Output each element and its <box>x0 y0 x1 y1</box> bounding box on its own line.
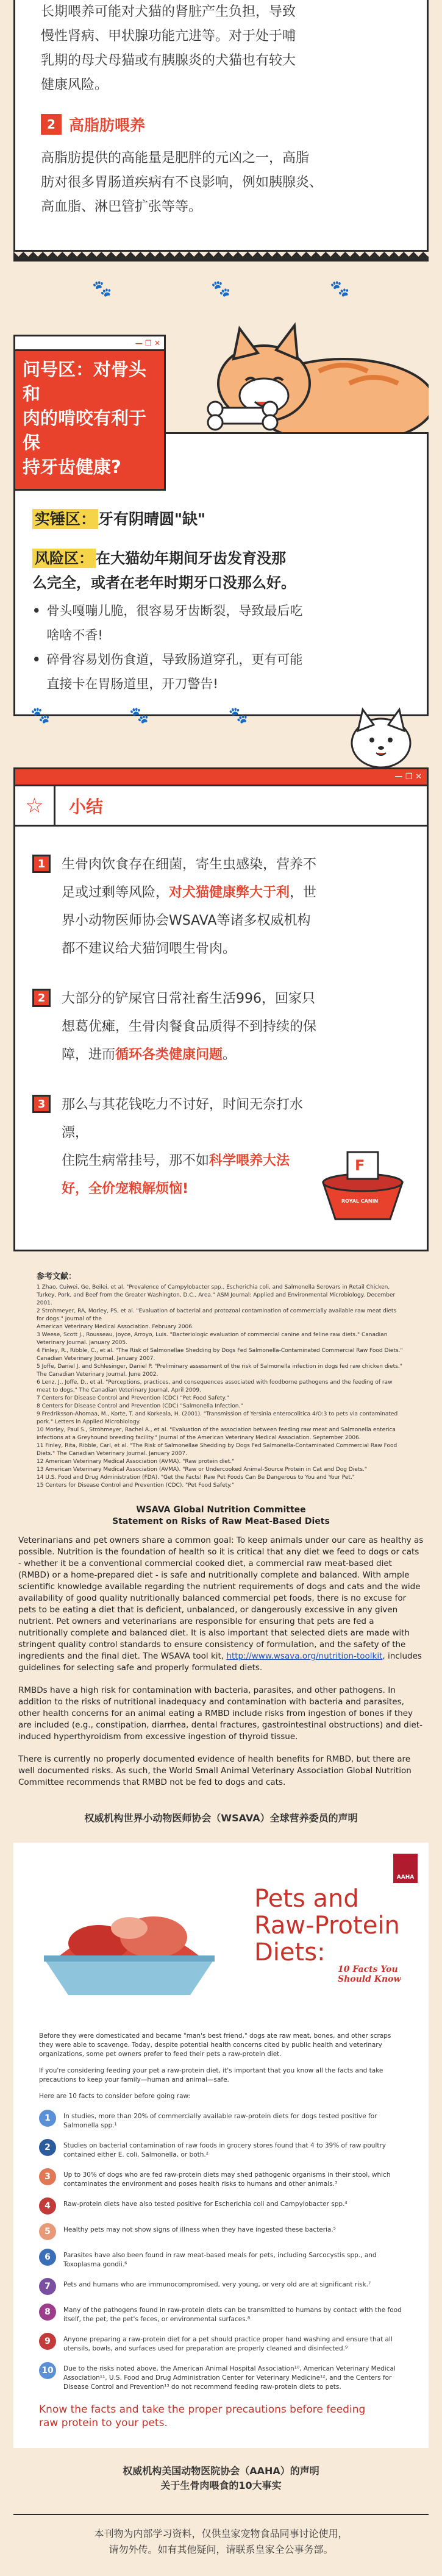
paw-icon: 🐾 <box>30 706 51 725</box>
star-icon: ☆ <box>15 786 55 826</box>
summary-item-number: 2 <box>32 989 51 1007</box>
summary-emphasis: 科学喂养大法好， <box>62 1153 290 1197</box>
risk-bullet-text <box>46 599 302 647</box>
aaha-fact <box>39 2139 403 2160</box>
summary-text-part: 界小动物医师协会WSAVA等诸多权威机构 <box>62 913 311 928</box>
aaha-fact-text: Up to 30% of dogs who are fed raw-protein diets may shed pathogenic organisms in their stool, which contaminates the environment and poses health risks to humans and other animals.³ <box>63 2171 391 2188</box>
food-bowl-illustration <box>317 1146 408 1225</box>
summary-card <box>13 767 429 1251</box>
aaha-fact-number: 3 <box>39 2168 56 2185</box>
summary-text-part: 想葛优瘫，生骨肉餐食品质得不到持续的保 <box>62 1019 317 1034</box>
reference-entry: 2 Strohmeyer, RA, Morley, PS, et al. "Evaluation of bacterial and protozoal contamination of commercially available raw meat diets for dogs." Journal of the <box>37 1308 397 1322</box>
dog-illustration <box>344 706 418 767</box>
section-2-line: 高脂肪提供的高能量是肥胖的元凶之一，高脂 <box>41 151 310 166</box>
section-2-text <box>41 146 401 219</box>
window-controls[interactable]: — ❐ ✕ <box>135 338 160 347</box>
section-2-line: 高血脂、淋巴管扩张等等。 <box>41 199 202 215</box>
aaha-fact-text: Raw-protein diets have also tested positive for Escherichia coli and Campylobacter spp.⁴ <box>63 2201 348 2208</box>
aaha-fact-number: 2 <box>39 2139 56 2156</box>
references <box>37 1270 405 1490</box>
risk-zone <box>32 546 410 595</box>
summary-item-text <box>62 851 316 963</box>
references-heading: 参考文献： <box>37 1272 77 1281</box>
risk-bullet-text <box>46 647 302 696</box>
intro-line: 长期喂养可能对犬猫的肾脏产生负担，导致 <box>41 4 296 20</box>
safe-zone <box>32 507 410 529</box>
aaha-fact <box>39 2249 403 2269</box>
summary-title: 小结 <box>69 796 104 817</box>
wsava-para-1: Veterinarians and pet owners share a common goal: To keep animals under our care as healthy as possible. Nutrition is the foundation of health so it is critical that any diet we feed to dogs or cats - whether it be a conventional commercial cooked diet, a commercial raw meat-based diet (RMBD) or a home-prepared diet - is safe and nutritionally complete and balanced. With ample scientific knowledge available regarding the nutrient requirements of dogs and cats and the wide availability of good quality nutritionally balanced commercial pet foods, there is no excuse for pets to be eating a diet that is deficient, unbalanced, or dangerously excessive in any given nutrient. Pet owners and veterinarians are responsible for ensuring that pets are fed a nutritionally complete and balanced diet. It is also important that selected diets are made with stringent quality control standards to ensure consistency of formulation, and the safety of the ingredients and the final diet. The WSAVA tool kit, <box>18 1535 424 1661</box>
reference-entry: 3 Weese, Scott J., Rousseau, Joyce, Arroyo, Luis. "Bacteriologic evaluation of commercial canine and feline raw diets." Canadian Veterinary Journal. January 2005. <box>37 1332 388 1346</box>
question-window <box>13 335 166 491</box>
aaha-fact <box>39 2362 403 2392</box>
qa-section <box>0 310 442 700</box>
aaha-fact-text: Many of the pathogens found in raw-protein diets can be transmitted to humans by contact with the food itself, the pet, the pet's feces, or environmental surfaces.⁸ <box>63 2307 402 2323</box>
card-bottom-edge <box>13 252 429 262</box>
cat-illustration <box>197 310 429 444</box>
aaha-fact-number: 6 <box>39 2249 56 2266</box>
aaha-caption-2: 关于生骨肉喂食的10大事实 <box>160 2480 282 2491</box>
risk-bullet <box>32 599 410 647</box>
risk-label: 风险区： <box>32 549 96 568</box>
wsava-title-1: WSAVA Global Nutrition Committee <box>136 1505 306 1515</box>
wsava-para-1-end: , includes guidelines for selecting safe and properly formulated diets. <box>18 1651 422 1673</box>
aaha-fact-text: Due to the risks noted above, the American Animal Hospital Association¹⁰, American Veterinary Medical Association¹¹, U.S. Food and Drug Administration Center for Veterinary Medicine¹², and the Centers for Disease Control and Prevention¹³ do not recommend feeding raw-protein diets to pets. <box>63 2365 396 2391</box>
paw-icon: 🐾 <box>211 280 231 298</box>
reference-entry: 8 Centers for Disease Control and Prevention (CDC) "Salmonella Infection." <box>37 1403 243 1409</box>
window-controls[interactable]: — ❐ ✕ <box>394 772 422 781</box>
aaha-fact-text: Healthy pets may not show signs of illness when they have ingested these bacteria.⁵ <box>63 2226 336 2233</box>
question-line-3: 持牙齿健康? <box>23 457 121 477</box>
reference-entry: 10 Morley, Paul S., Strohmeyer, Rachel A., et al. "Evaluation of the association between feeding raw meat and Salmonella enterica infections at a Greyhound breeding facility." Journal of the American Veterinary Medical Association. September 2006. <box>37 1427 396 1441</box>
aaha-fact-number: 4 <box>39 2197 56 2215</box>
aaha-fact <box>39 2168 403 2189</box>
aaha-fact-number: 8 <box>39 2304 56 2321</box>
wsava-statement <box>13 1504 429 1824</box>
section-2-line: 肪对很多胃肠道疾病有不良影响，例如胰腺炎、 <box>41 175 323 190</box>
paw-icon: 🐾 <box>92 280 112 298</box>
summary-item-number: 1 <box>32 855 51 873</box>
reference-entry: 14 U.S. Food and Drug Administration (FDA). "Get the Facts! Raw Pet Foods Can Be Dangerous to You and Your Pet." <box>37 1475 355 1481</box>
aaha-fact <box>39 2333 403 2354</box>
aaha-fact-text: Anyone preparing a raw-protein diet for a pet should practice proper hand washing and ensure that all utensils, bowls, and surfaces used for preparation are properly cleaned and disinfected.⁹ <box>63 2336 393 2352</box>
reference-entry: 5 Joffe, Daniel J. and Schlesinger, Daniel P. "Preliminary assessment of the risk of Salmonella infection in dogs fed raw chicken diets." The Canadian Veterinary Journal. June 2002. <box>37 1364 402 1378</box>
summary-text-part: 障，进而 <box>62 1047 116 1062</box>
summary-emphasis: 全价宠粮解烦恼! <box>88 1181 189 1197</box>
reference-entry: 13 American Veterinary Medical Association (AVMA). "Raw or Undercooked Animal-Source Protein in Cat and Dog Diets." <box>37 1467 368 1473</box>
reference-entry: 7 Centers for Disease Control and Prevention (CDC) "Pet Food Safety." <box>37 1395 229 1401</box>
bowl-label: F <box>355 1157 365 1174</box>
aaha-title-1: Pets and <box>254 1885 359 1913</box>
risk-bullet-line: 碎骨容易划伤食道，导致肠道穿孔，更有可能 <box>46 652 303 667</box>
risk-bullet-line: 直接卡在胃肠道里，开刀警告! <box>46 677 218 691</box>
wsava-para-2: RMBDs have a high risk for contamination with bacteria, parasites, and other pathogens. In addition to the risks of nutritional inadequacy and contamination with bacteria and parasites, other health concerns for an animal eating a RMBD include risks from ingestion of bones if they are included (e.g., constipation, diarrhea, dental fractures, gastrointestinal obstructions) and diet-induced hyperthyroidism from excessive ingestion of thyroid tissue. <box>18 1685 422 1742</box>
reference-entry: 15 Centers for Disease Control and Prevention (CDC). "Pet Food Safety." <box>37 1482 235 1489</box>
intro-line: 健康风险。 <box>41 77 109 93</box>
intro-card <box>13 0 429 252</box>
reference-entry: 9 Fredriksson-Ahomaa, M., Korte, T. and Korkeala, H. (2001). "Transmission of Yersinia enterocolitica 4/O:3 to pets via contaminated pork." Letters in Applied Microbiology. <box>37 1411 398 1425</box>
aaha-fact-text: Parasites have also been found in raw meat-based meals for pets, including Sarcocystis spp., and Toxoplasma gondii.⁶ <box>63 2252 377 2268</box>
bullet-dot: • <box>32 603 41 618</box>
aaha-subtitle-1: 10 Facts You <box>338 1965 398 1974</box>
reference-entry: American Veterinary Medical Association. February 2006. <box>37 1324 194 1330</box>
aaha-fact-number: 1 <box>39 2110 56 2127</box>
paw-icon: 🐾 <box>330 280 350 298</box>
summary-text-part: 那么与其花钱吃力不讨好，时间无奈打水漂， <box>62 1097 304 1140</box>
aaha-title-3: Diets: <box>254 1938 326 1966</box>
intro-text <box>41 0 401 98</box>
aaha-footer-1: Know the facts and take the proper precautions before feeding <box>39 2403 366 2416</box>
section-2-badge: 2 <box>41 114 62 135</box>
reference-entry: 1 Zhao, Cuiwei, Ge, Beilei, et al. "Prevalence of Campylobacter spp., Escherichia coli, and Salmonella Serovars in Retail Chicken, Turkey, Pork, and Beef from the Greater Washington, D.C., Area." ASM Journal: Applied and Environmental Microbiology. December 2001. <box>37 1284 396 1306</box>
safe-label: 实锤区： <box>32 509 98 529</box>
wsava-toolkit-link[interactable]: http://www.wsava.org/nutrition-toolkit <box>226 1651 383 1661</box>
reference-entry: 4 Finley, R., Ribble, C., et al. "The Risk of Salmonellae Shedding by Dogs Fed Salmonella-Contaminated Commercial Raw Food Diets." Canadian Veterinary Journal. January 2007. <box>37 1348 403 1362</box>
reference-entry: 12 American Veterinary Medical Association (AVMA). "Raw protein diet." <box>37 1459 235 1465</box>
bullet-dot: • <box>32 652 41 667</box>
aaha-fact-number: 5 <box>39 2223 56 2240</box>
aaha-logo: AAHA <box>393 1854 418 1883</box>
summary-item-number: 3 <box>32 1095 51 1113</box>
summary-text-part: 大部分的铲屎官日常社畜生活996，回家只 <box>62 991 315 1006</box>
decoration-row-2 <box>0 700 442 767</box>
risk-bullets <box>32 599 410 696</box>
aaha-fact <box>39 2197 403 2215</box>
aaha-subtitle-2: Should Know <box>338 1974 401 1984</box>
references-list <box>37 1284 405 1490</box>
section-2-title: 高脂肪喂养 <box>69 116 146 134</box>
reference-entry: 6 Lenz, J., Joffe, D., et al. "Perceptions, practices, and consequences associated with foodborne pathogens and the feeding of raw meat to dogs." The Canadian Veterinary Journal. April 2009. <box>37 1379 393 1393</box>
question-line-2: 肉的啃咬有利于保 <box>23 408 147 453</box>
aaha-footer-2: raw protein to your pets. <box>39 2417 168 2429</box>
wsava-para-3: There is currently no properly documented evidence of health benefits for RMBD, but there are well documented risks. As such, the World Small Animal Veterinary Association Global Nutrition Committee recommends that RMBD not be fed to dogs and cats. <box>18 1754 412 1787</box>
aaha-fact-number: 7 <box>39 2278 56 2295</box>
aaha-caption <box>0 2464 442 2493</box>
summary-emphasis: 循环各类健康问题 <box>115 1047 223 1062</box>
risk-bullet-line: 啥啥不香! <box>46 628 103 642</box>
aaha-intro-1: Before they were domesticated and became "man's best friend," dogs ate raw meat, bones, and other scraps they were able to scavenge. Today, despite potential health concerns cited by public health and veterinary organizations, some pet owners prefer to feed their pets a raw-protein diet. <box>39 2032 391 2058</box>
bowl-caption: ROYAL CANIN <box>341 1198 379 1204</box>
paw-icon: 🐾 <box>228 706 249 725</box>
intro-line: 乳期的母犬母猫或有胰腺炎的犬猫也有较大 <box>41 53 296 68</box>
summary-item <box>32 985 410 1069</box>
summary-items <box>15 827 427 1250</box>
summary-window-bar <box>15 769 427 786</box>
aaha-fact-text: Studies on bacterial contamination of raw foods in grocery stores found that 4 to 39% of raw poultry contained either E. coli, Salmonella, or both.² <box>63 2142 386 2158</box>
aaha-fact-number: 10 <box>39 2362 56 2379</box>
wsava-caption: 权威机构世界小动物医师协会（WSAVA）全球营养委员的声明 <box>84 1812 358 1824</box>
aaha-fact-text: In studies, more than 20% of commercially available raw-protein diets for dogs tested positive for Salmonella spp.¹ <box>63 2113 377 2129</box>
summary-text-part: 都不建议给犬猫饲喂生骨肉。 <box>62 941 237 956</box>
disclaimer-line-1: 本刊物为内部学习资料，仅供皇家宠物食品同事讨论使用， <box>94 2528 348 2539</box>
intro-line: 慢性肾病、甲状腺功能亢进等。对于处于哺 <box>41 29 296 44</box>
summary-text-part: ，世 <box>290 885 317 900</box>
wsava-title-2: Statement on Risks of Raw Meat-Based Diets <box>112 1517 330 1526</box>
aaha-title-2: Raw-Protein <box>254 1912 400 1940</box>
aaha-facts-list <box>39 2110 403 2392</box>
summary-item <box>32 851 410 963</box>
aaha-fact <box>39 2278 403 2295</box>
summary-item-text <box>62 985 316 1069</box>
aaha-intro-2: If you're considering feeding your pet a raw-protein diet, it's important that you know all the facts and take precautions to keep your family—human and animal—safe. <box>39 2067 383 2083</box>
summary-text-part: 生骨肉饮食存在细菌，寄生虫感染，营养不 <box>62 857 317 872</box>
summary-emphasis: 对犬猫健康弊大于利 <box>169 885 290 900</box>
summary-text-part: 足或过剩等风险， <box>62 885 169 900</box>
question-line-1: 问号区：对骨头和 <box>23 359 147 404</box>
aaha-caption-1: 权威机构美国动物医院协会（AAHA）的声明 <box>123 2465 319 2477</box>
aaha-infographic <box>13 1843 429 2448</box>
paw-icon: 🐾 <box>129 706 149 725</box>
raw-food-bowl-illustration <box>32 1885 227 2007</box>
disclaimer-line-2: 请勿外传。如有其他疑问，请联系皇家全公事务部。 <box>109 2544 333 2555</box>
risk-bullet <box>32 647 410 696</box>
disclaimer <box>13 2514 429 2576</box>
summary-text-part: 住院生病常挂号，那不如 <box>62 1153 210 1169</box>
section-2-heading <box>41 113 401 135</box>
aaha-fact <box>39 2223 403 2240</box>
reference-entry: 11 Finley, Rita, Ribble, Carl, et al. "The Risk of Salmonellae Shedding by Dogs Fed Salmonella-Contaminated Commercial Raw Food Diets." The Canadian Veterinary Journal. January 2007. <box>37 1443 397 1457</box>
aaha-fact-number: 9 <box>39 2333 56 2350</box>
risk-text-1: 在大猫幼年期间牙齿发育没那 <box>96 550 286 567</box>
aaha-fact <box>39 2110 403 2130</box>
risk-bullet-line: 骨头嘎嘣儿脆，很容易牙齿断裂，导致最后吃 <box>46 603 303 618</box>
decoration-row <box>0 262 442 310</box>
safe-text: 牙有阴晴圆"缺" <box>98 510 206 528</box>
aaha-fact-text: Pets and humans who are immunocompromised, very young, or very old are at significant risk.⁷ <box>63 2281 371 2288</box>
summary-text-part: 。 <box>223 1047 237 1062</box>
aaha-fact <box>39 2304 403 2324</box>
risk-text-2: 么完全，或者在老年时期牙口没那么好。 <box>32 574 296 591</box>
aaha-intro-3: Here are 10 facts to consider before going raw: <box>39 2093 191 2100</box>
